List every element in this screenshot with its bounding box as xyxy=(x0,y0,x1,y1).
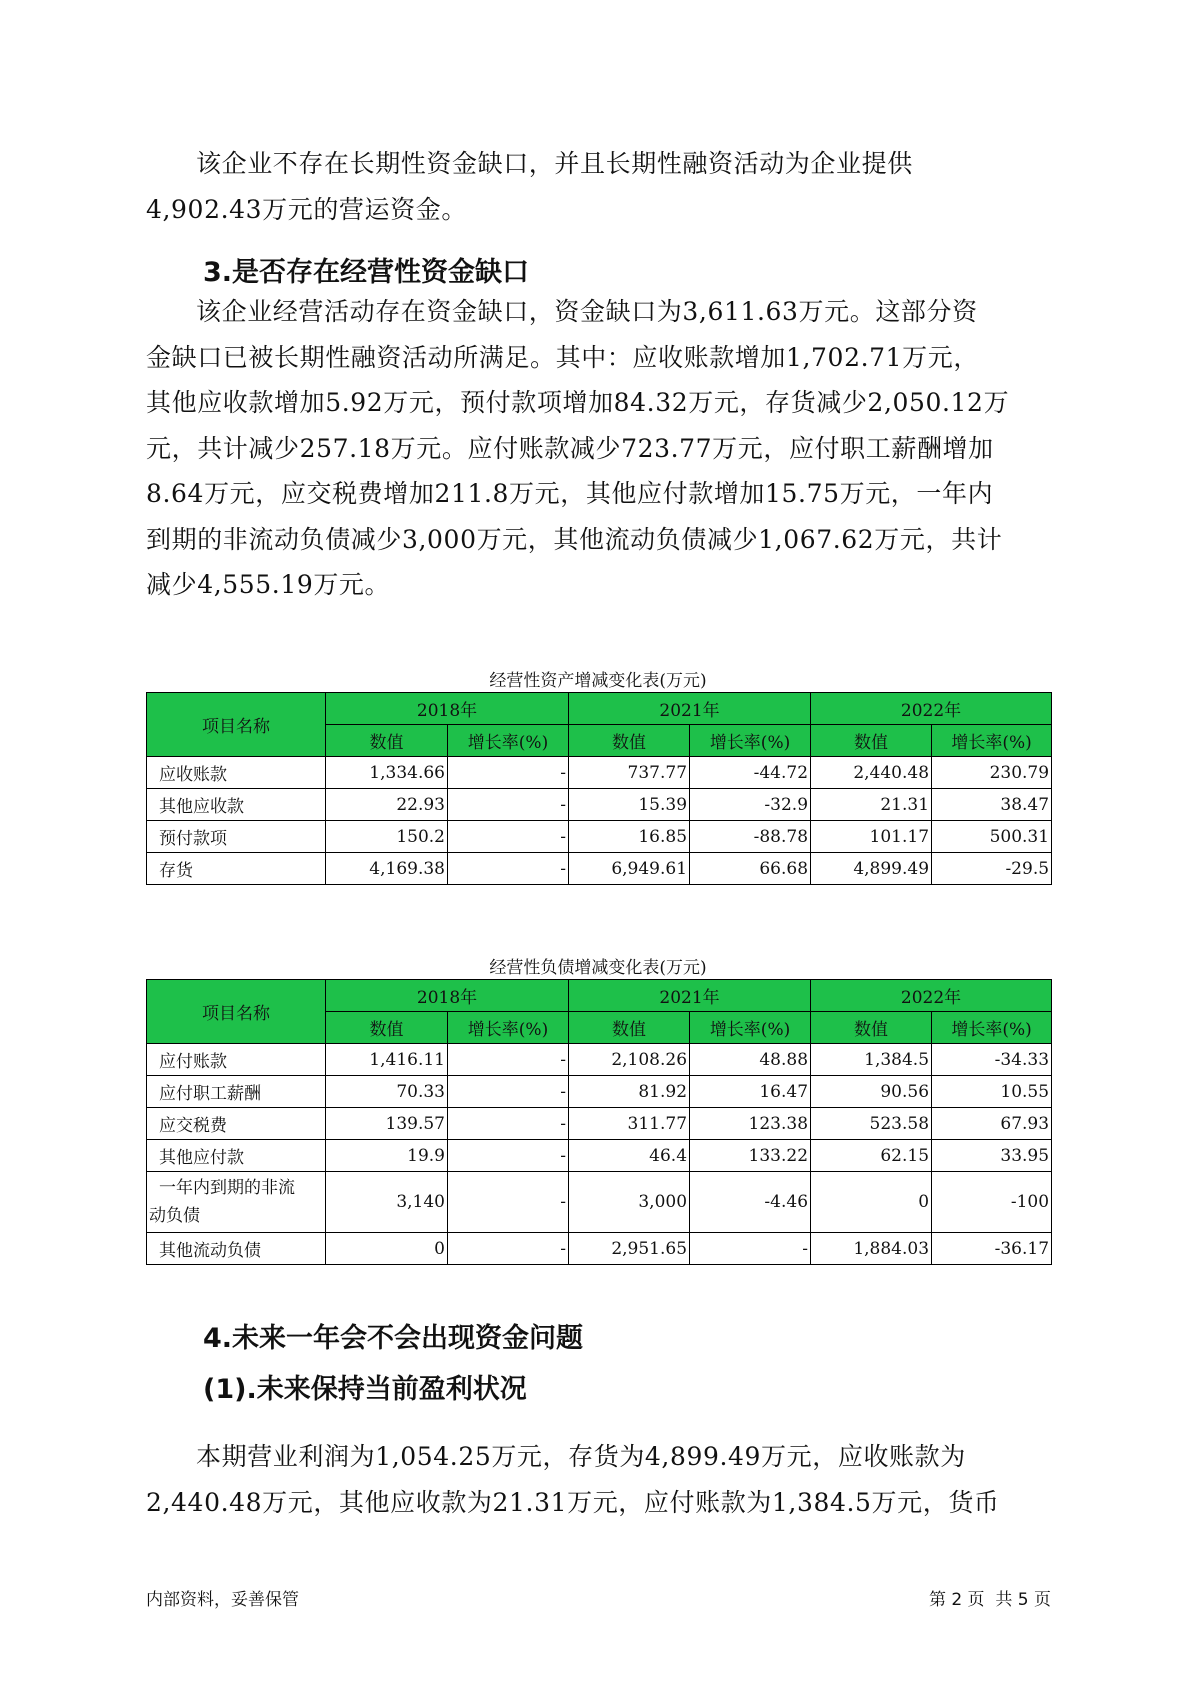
cell: 133.22 xyxy=(690,1140,811,1172)
cell: - xyxy=(448,789,569,821)
operating-assets-table xyxy=(146,692,1052,885)
section3-line-7: 减少4,555.19万元。 xyxy=(146,570,391,599)
table2-growth-header: 增长率(%) xyxy=(932,1012,1052,1044)
row-label-line: 一年内到期的非流 xyxy=(159,1178,295,1198)
cell: 737.77 xyxy=(569,757,690,789)
cell: -44.72 xyxy=(690,757,811,789)
section4-line-2: 2,440.48万元，其他应收款为21.31万元，应付账款为1,384.5万元，货币 xyxy=(146,1487,1000,1517)
table2-caption: 经营性负债增减变化表(万元) xyxy=(489,958,707,978)
cell: - xyxy=(448,1172,569,1233)
cell: 2,951.65 xyxy=(569,1233,690,1265)
table1-year-header: 2021年 xyxy=(569,693,811,725)
cell: 67.93 xyxy=(932,1108,1052,1140)
cell: 81.92 xyxy=(569,1076,690,1108)
table1-growth-header: 增长率(%) xyxy=(932,725,1052,757)
cell: - xyxy=(448,1108,569,1140)
table2-value-header: 数值 xyxy=(326,1012,448,1044)
table2-year-header: 2022年 xyxy=(811,980,1052,1012)
row-label: 其他应收款 xyxy=(147,789,326,821)
cell: 101.17 xyxy=(811,821,932,853)
cell: -29.5 xyxy=(932,853,1052,885)
section3-line-6: 到期的非流动负债减少3,000万元，其他流动负债减少1,067.62万元，共计 xyxy=(146,524,1003,554)
cell: 15.39 xyxy=(569,789,690,821)
cell: 123.38 xyxy=(690,1108,811,1140)
cell: 500.31 xyxy=(932,821,1052,853)
cell: -36.17 xyxy=(932,1233,1052,1265)
table-row xyxy=(147,757,1052,789)
cell: - xyxy=(448,1140,569,1172)
table1-caption: 经营性资产增减变化表(万元) xyxy=(489,671,707,691)
cell: 139.57 xyxy=(326,1108,448,1140)
table2-year-header: 2021年 xyxy=(569,980,811,1012)
cell: 70.33 xyxy=(326,1076,448,1108)
table1-value-header: 数值 xyxy=(569,725,690,757)
section3-line-3: 其他应收款增加5.92万元，预付款项增加84.32万元，存货减少2,050.12万 xyxy=(146,388,1010,417)
table-row xyxy=(147,1076,1052,1108)
cell: -34.33 xyxy=(932,1044,1052,1076)
cell: -100 xyxy=(932,1172,1052,1233)
cell: 4,899.49 xyxy=(811,853,932,885)
table1-value-header: 数值 xyxy=(326,725,448,757)
intro-line-1: 该企业不存在长期性资金缺口，并且长期性融资活动为企业提供 xyxy=(196,149,913,178)
table-row xyxy=(147,821,1052,853)
cell: 16.85 xyxy=(569,821,690,853)
cell: -88.78 xyxy=(690,821,811,853)
table-row xyxy=(147,1044,1052,1076)
cell: 1,884.03 xyxy=(811,1233,932,1265)
table2-value-header: 数值 xyxy=(811,1012,932,1044)
table1-name-header: 项目名称 xyxy=(147,693,326,757)
table2-value-header: 数值 xyxy=(569,1012,690,1044)
cell: 1,384.5 xyxy=(811,1044,932,1076)
cell: - xyxy=(448,1044,569,1076)
row-label: 其他流动负债 xyxy=(147,1233,326,1265)
row-label: 应交税费 xyxy=(147,1108,326,1140)
table1-growth-header: 增长率(%) xyxy=(448,725,569,757)
row-label: 应付职工薪酬 xyxy=(147,1076,326,1108)
table1-growth-header: 增长率(%) xyxy=(690,725,811,757)
cell: 150.2 xyxy=(326,821,448,853)
section3-line-4: 元，共计减少257.18万元。应付账款减少723.77万元，应付职工薪酬增加 xyxy=(146,433,994,463)
cell: - xyxy=(448,821,569,853)
table1-value-header: 数值 xyxy=(811,725,932,757)
cell: 48.88 xyxy=(690,1044,811,1076)
cell: 3,140 xyxy=(326,1172,448,1233)
table-row xyxy=(147,789,1052,821)
cell: 6,949.61 xyxy=(569,853,690,885)
cell: 1,334.66 xyxy=(326,757,448,789)
cell: 2,440.48 xyxy=(811,757,932,789)
row-label: 其他应付款 xyxy=(147,1140,326,1172)
cell: 21.31 xyxy=(811,789,932,821)
cell: 38.47 xyxy=(932,789,1052,821)
row-label-line: 动负债 xyxy=(149,1206,200,1226)
cell: - xyxy=(448,757,569,789)
cell: - xyxy=(448,1233,569,1265)
page-number: 第 2 页 共 5 页 xyxy=(928,1590,1051,1610)
table-row xyxy=(147,1172,1052,1233)
section-heading-4: 4.未来一年会不会出现资金问题 xyxy=(203,1323,584,1354)
cell: 62.15 xyxy=(811,1140,932,1172)
section3-line-2: 金缺口已被长期性融资活动所满足。其中：应收账款增加1,702.71万元， xyxy=(146,342,979,372)
cell: 10.55 xyxy=(932,1076,1052,1108)
cell: -4.46 xyxy=(690,1172,811,1233)
table-row xyxy=(147,853,1052,885)
section3-paragraph xyxy=(146,289,1046,608)
row-label: 应付账款 xyxy=(147,1044,326,1076)
table2-name-header: 项目名称 xyxy=(147,980,326,1044)
cell: 4,169.38 xyxy=(326,853,448,885)
section4-paragraph xyxy=(146,1434,1046,1525)
cell: 3,000 xyxy=(569,1172,690,1233)
cell: 19.9 xyxy=(326,1140,448,1172)
cell: 46.4 xyxy=(569,1140,690,1172)
cell: 311.77 xyxy=(569,1108,690,1140)
row-label: 存货 xyxy=(147,853,326,885)
cell: 2,108.26 xyxy=(569,1044,690,1076)
row-label xyxy=(147,1172,326,1233)
cell: - xyxy=(448,1076,569,1108)
cell: 22.93 xyxy=(326,789,448,821)
section3-line-5: 8.64万元，应交税费增加211.8万元，其他应付款增加15.75万元，一年内 xyxy=(146,479,994,508)
intro-line-2: 4,902.43万元的营运资金。 xyxy=(146,194,467,224)
cell: 0 xyxy=(811,1172,932,1233)
table1-year-header: 2022年 xyxy=(811,693,1052,725)
table2-growth-header: 增长率(%) xyxy=(690,1012,811,1044)
table-row xyxy=(147,1233,1052,1265)
footer-note: 内部资料，妥善保管 xyxy=(146,1590,299,1610)
cell: 90.56 xyxy=(811,1076,932,1108)
cell: 230.79 xyxy=(932,757,1052,789)
operating-liabilities-table xyxy=(146,979,1052,1265)
section-heading-3: 3.是否存在经营性资金缺口 xyxy=(203,257,530,288)
cell: 33.95 xyxy=(932,1140,1052,1172)
row-label: 预付款项 xyxy=(147,821,326,853)
cell: 16.47 xyxy=(690,1076,811,1108)
cell: - xyxy=(690,1233,811,1265)
subsection-heading-4-1: (1).未来保持当前盈利状况 xyxy=(203,1374,527,1405)
cell: - xyxy=(448,853,569,885)
row-label: 应收账款 xyxy=(147,757,326,789)
cell: 66.68 xyxy=(690,853,811,885)
table2-growth-header: 增长率(%) xyxy=(448,1012,569,1044)
section3-line-1: 该企业经营活动存在资金缺口，资金缺口为3,611.63万元。这部分资 xyxy=(196,297,978,326)
cell: 1,416.11 xyxy=(326,1044,448,1076)
intro-paragraph xyxy=(146,141,1046,232)
table2-year-header: 2018年 xyxy=(326,980,569,1012)
cell: -32.9 xyxy=(690,789,811,821)
cell: 0 xyxy=(326,1233,448,1265)
cell: 523.58 xyxy=(811,1108,932,1140)
table-row xyxy=(147,1108,1052,1140)
table1-year-header: 2018年 xyxy=(326,693,569,725)
section4-line-1: 本期营业利润为1,054.25万元，存货为4,899.49万元，应收账款为 xyxy=(196,1442,966,1471)
table-row xyxy=(147,1140,1052,1172)
